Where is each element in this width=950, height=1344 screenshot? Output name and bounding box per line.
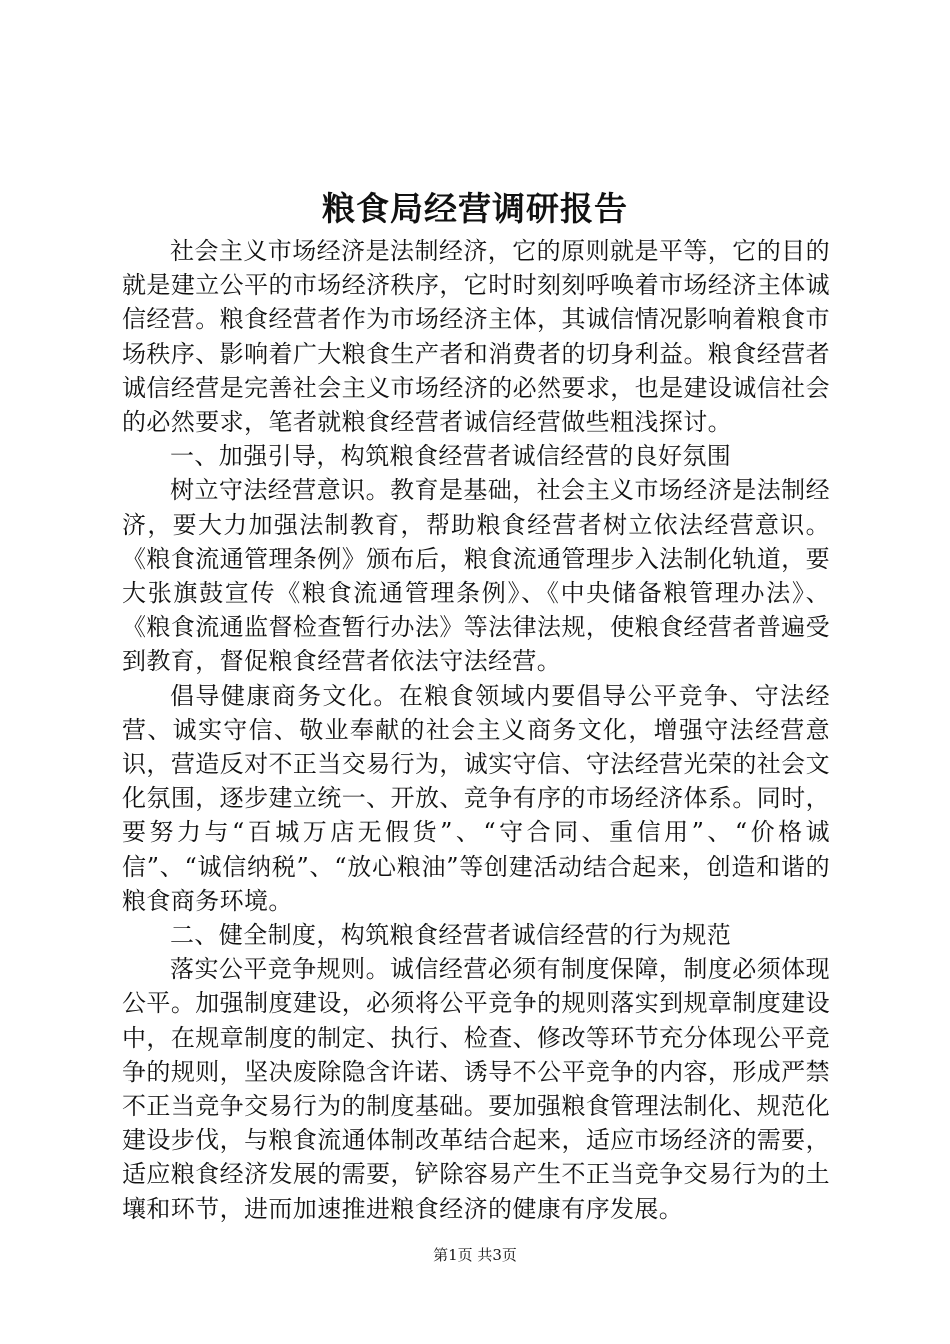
section-heading-1: 一、加强引导，构筑粮食经营者诚信经营的良好氛围 <box>170 442 732 471</box>
document-title: 粮食局经营调研报告 <box>322 189 628 228</box>
paragraph-business-culture: 倡导健康商务文化。在粮食领域内要倡导公平竞争、守法经营、诚实守信、敬业奉献的社会主义商务文化，增强守法经营意识，营造反对不正当交易行为，诚实守信、守法经营光荣的社会文化氛围，逐步建立统一、开放、竞争有序的市场经济体系。同时，要努力与“百城万店无假货”、“守合同、重信用”、“价格诚信”、“诚信纳税”、“放心粮油”等创建活动结合起来，创造和谐的粮食商务环境。 <box>122 681 830 915</box>
paragraph-fair-competition: 落实公平竞争规则。诚信经营必须有制度保障，制度必须体现公平。加强制度建设，必须将公平竞争的规则落实到规章制度建设中，在规章制度的制定、执行、检查、修改等环节充分体现公平竞争的规则，坚决废除隐含许诺、诱导不公平竞争的内容，形成严禁不正当竞争交易行为的制度基础。要加强粮食管理法制化、规范化建设步伐，与粮食流通体制改革结合起来，适应市场经济的需要，适应粮食经济发展的需要，铲除容易产生不正当竞争交易行为的土壤和环节，进而加速推进粮食经济的健康有序发展。 <box>122 955 830 1223</box>
document-body <box>122 234 830 1226</box>
paragraph-legal-awareness: 树立守法经营意识。教育是基础，社会主义市场经济是法制经济，要大力加强法制教育，帮助粮食经营者树立依法经营意识。《粮食流通管理条例》颁布后，粮食流通管理步入法制化轨道，要大张旗鼓宣传《粮食流通管理条例》、《中央储备粮管理办法》、《粮食流通监督检查暂行办法》等法律法规，使粮食经营者普遍受到教育，督促粮食经营者依法守法经营。 <box>122 476 830 676</box>
section-heading-2: 二、健全制度，构筑粮食经营者诚信经营的行为规范 <box>170 921 732 950</box>
page-number-footer: 第1页 共3页 <box>433 1246 517 1264</box>
paragraph-intro: 社会主义市场经济是法制经济，它的原则就是平等，它的目的就是建立公平的市场经济秩序，它时时刻刻呼唤着市场经济主体诚信经营。粮食经营者作为市场经济主体，其诚信情况影响着粮食市场秩序、影响着广大粮食生产者和消费者的切身利益。粮食经营者诚信经营是完善社会主义市场经济的必然要求，也是建设诚信社会的必然要求，笔者就粮食经营者诚信经营做些粗浅探讨。 <box>122 237 830 437</box>
